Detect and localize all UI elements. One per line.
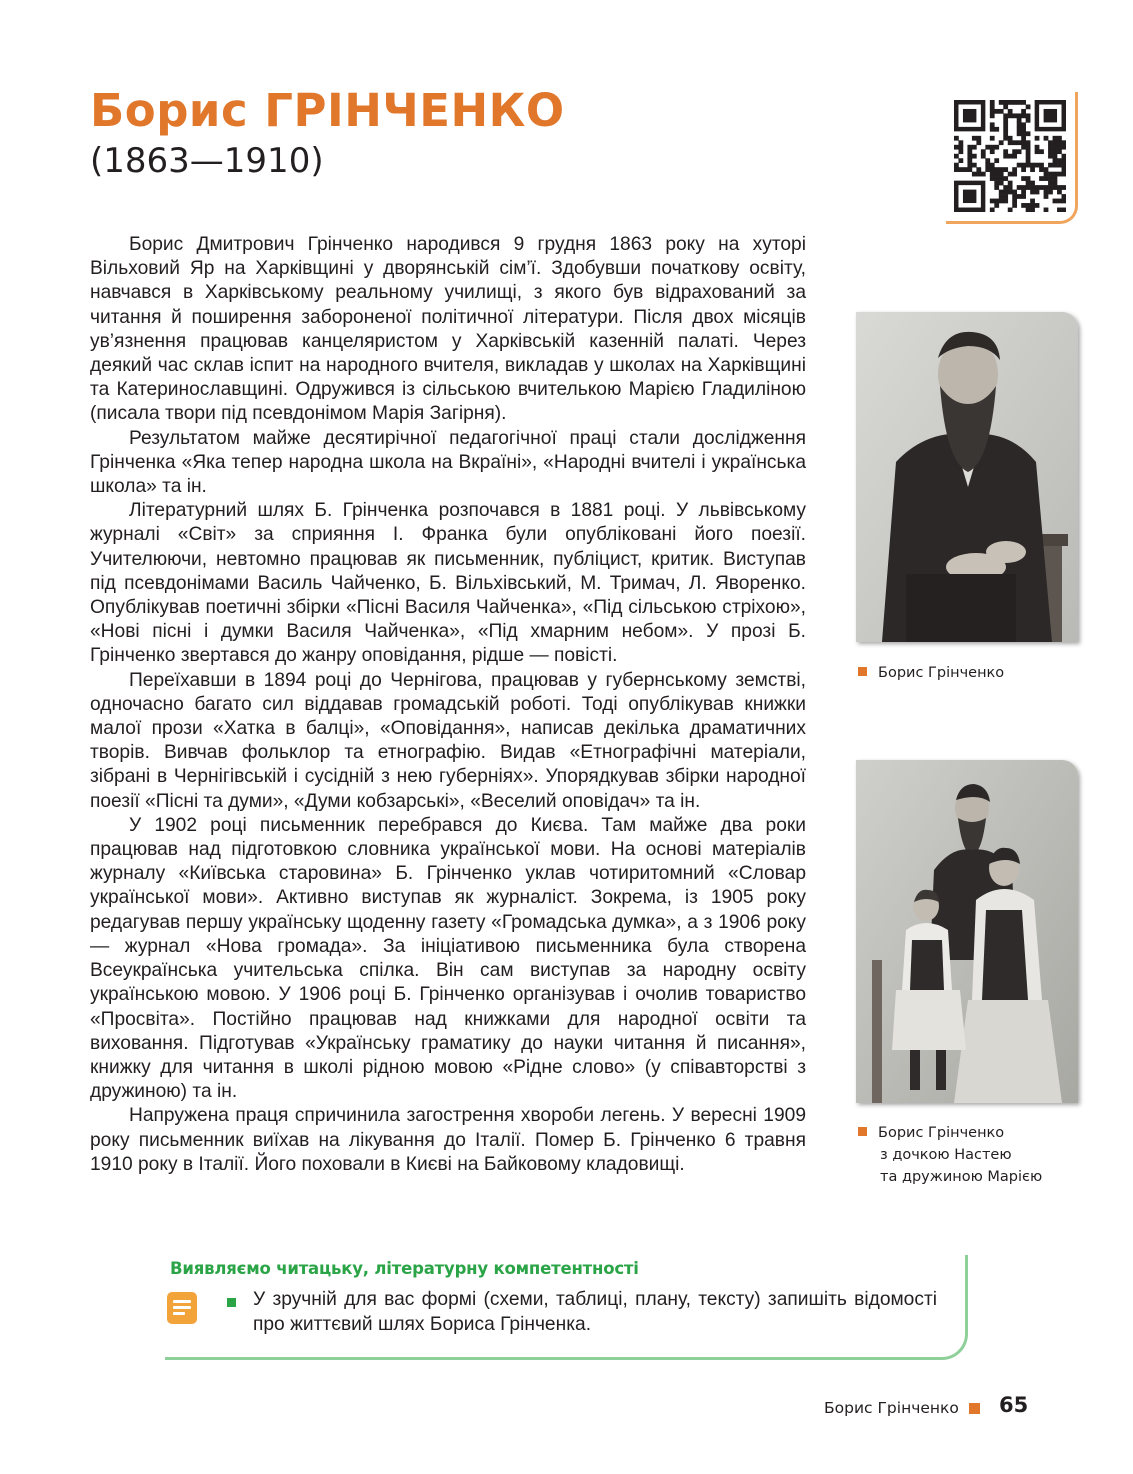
page-number: 65 [999,1393,1029,1417]
paragraph: Літературний шлях Б. Грінченка розпочався в 1881 році. У львівському журналі «Світ» за сприяння І. Франка були опубліковані його поезії. Учителюючи, невтомно працював як письменник, публіцист, критик. Виступав під псевдонімами Василь Чайченко, Б. Вільхівський, М. Тримач, Л. Яворенко. Опублікував поетичні збірки «Пісні Василя Чайченка», «Під сільською стріхою», «Нові пісні і думки Василя Чайченка», «Під хмарним небом». У прозі Б. Грінченко звертався до жанру оповідання, рідше — повісті. [90,500,806,667]
paragraph: Напружена праця спричинила загострення хвороби легень. У вересні 1909 року письменник виїхав на лікування до Італії. Помер Б. Грінченко 6 травня 1910 року в Італії. Його поховали в Києві на Байковому кладовищі. [90,1105,806,1175]
qr-code-frame[interactable] [946,92,1078,224]
caption-bullet [858,667,867,676]
family-photo [856,760,1078,1103]
footer-author: Борис Грінченко [824,1399,959,1417]
task-bullet [227,1298,236,1307]
page-title: Борис ГРІНЧЕНКО [90,84,565,137]
portrait-caption: Борис Грінченко [858,662,1004,684]
paragraph: Борис Дмитрович Грінченко народився 9 грудня 1863 року на хуторі Вільховий Яр на Харківщині у дворянській сім’ї. Здобувши початкову освіту, навчався в Харківському реальному училищі, з якого був відрахований за читання й поширення забороненої політичної літератури. Після двох місяців ув’язнення працював канцеляристом у Харківській казенній палаті. Через деякий час склав іспит на народного вчителя, викладав у школах на Харківщині та Катеринославщині. Одружився із сільською вчителькою Марією Гладиліною (писала твори під псевдонімом Марія Загірня). [90,234,806,425]
paragraph: Переїхавши в 1894 році до Чернігова, працював у губернському земстві, одночасно багато сил віддавав громадській роботі. Тоді опублікував книжки малої прози «Хатка в балці», «Оповідання», написав декілька драматичних творів. Вивчав фольклор та етнографію. Видав «Етнографічні матеріали, зібрані в Чернігівській і сусідній з нею губерніях». Упорядкував збірки народної поезії «Пісні та думи», «Думи кобзарські», «Веселий оповідач» та ін. [90,669,806,812]
footer-marker [969,1403,980,1414]
qr-code-icon[interactable] [954,100,1066,212]
task-heading: Виявляємо читацьку, літературну компетентності [170,1259,639,1278]
caption-bullet [858,1127,867,1136]
portrait-photo [856,312,1078,642]
paragraph: У 1902 році письменник перебрався до Києва. Там майже два роки працював над підготовкою словника української мови. На основі матеріалів журналу «Київська старовина» Б. Грінченко уклав чотиритомний «Словар української мови». Активно виступав як журналіст. Зокрема, із 1905 року редагував першу українську щоденну газету «Громадська думка», а з 1906 року — журнал «Нова громада». За ініціативою письменника була створена Всеукраїнська учительська спілка. Він сам виступав за народну освіту українською мовою. У 1906 році Б. Грінченко організував і очолив товариство «Просвіта». Постійно працював над книжками для народної освіти та виховання. Підготував «Українську граматику до науки читання й писання», книжку для читання в школі рідною мовою «Рідне слово» (у співавторстві з дружиною) та ін. [90,814,806,1103]
biography-text [90,233,806,1177]
family-caption: Борис Грінченко з дочкою Настею та дружиною Марією [858,1122,1042,1188]
life-dates: (1863—1910) [90,141,324,181]
paragraph: Результатом майже десятирічної педагогічної праці стали дослідження Грінченка «Яка тепер народна школа на Вкраїні», «Народні вчителі і українська школа» та ін. [90,427,806,498]
notebook-icon [166,1291,198,1330]
task-text: У зручній для вас формі (схеми, таблиці, плану, тексту) запишіть відомості про життєвий шлях Бориса Грінченка. [253,1289,937,1335]
